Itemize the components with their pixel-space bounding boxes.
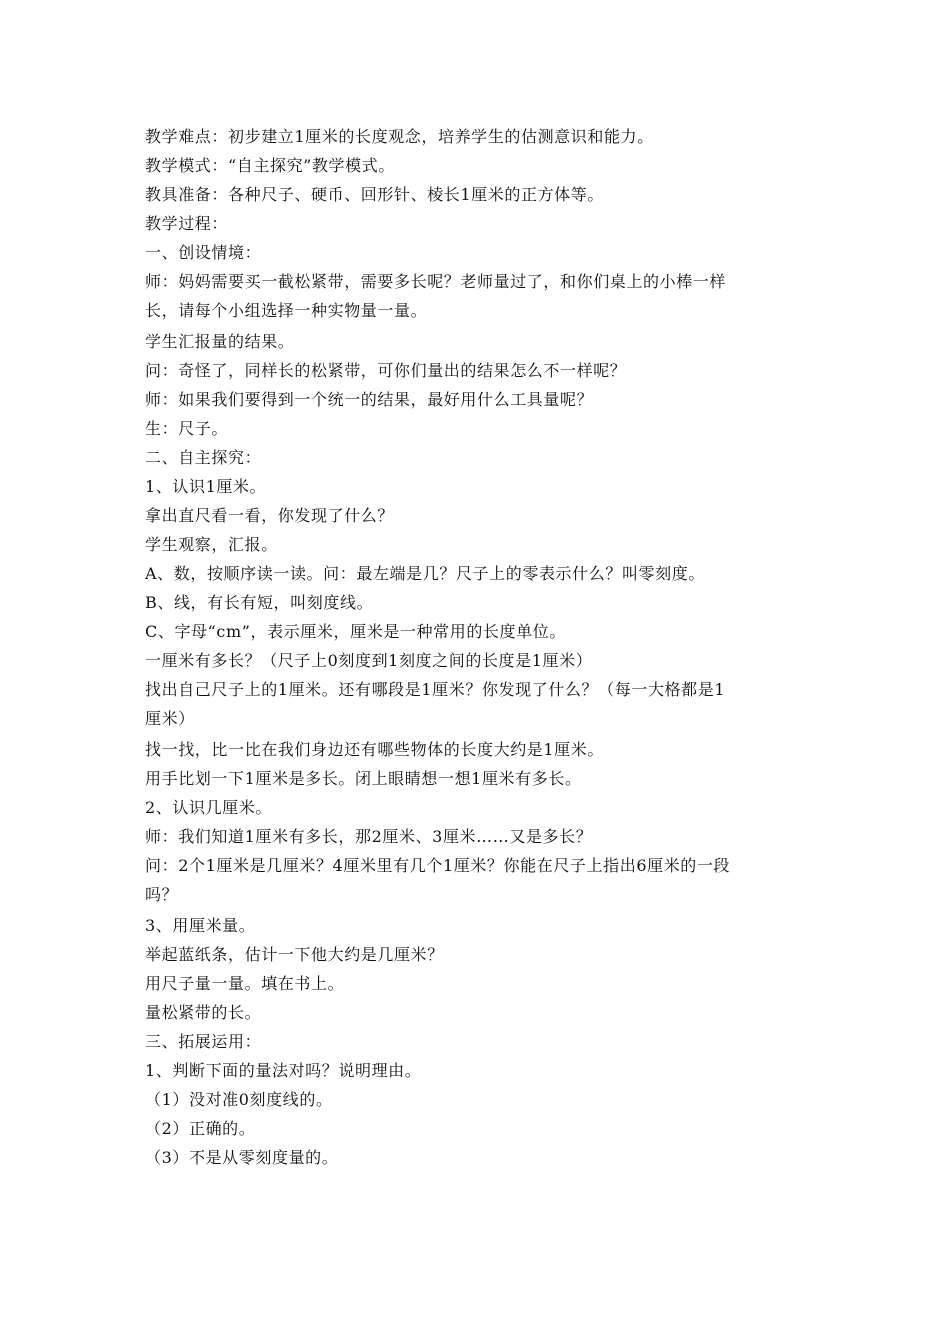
text-line: 找出自己尺子上的1厘米。还有哪段是1厘米？你发现了什么？（每一大格都是1 [145, 680, 726, 699]
text-line: 教学模式：“自主探究”教学模式。 [145, 156, 395, 175]
subsection-heading: 1、判断下面的量法对吗？说明理由。 [145, 1061, 422, 1080]
text-line: 问：2个1厘米是几厘米？4厘米里有几个1厘米？你能在尺子上指出6厘米的一段 [145, 856, 731, 875]
text-line: 师：我们知道1厘米有多长，那2厘米、3厘米……又是多长？ [145, 827, 593, 846]
paragraph [145, 267, 815, 325]
list-item: （1）没对准0刻度线的。 [145, 1090, 333, 1109]
text-line: 拿出直尺看一看，你发现了什么？ [145, 506, 395, 525]
list-item: （3）不是从零刻度量的。 [145, 1148, 339, 1167]
section-heading: 教学过程： [145, 214, 229, 233]
section-heading: 一、创设情境： [145, 243, 262, 262]
text-line: 教具准备：各种尺子、硬币、回形针、棱长1厘米的正方体等。 [145, 185, 604, 204]
text-line: 用手比划一下1厘米是多长。闭上眼睛想一想1厘米有多长。 [145, 769, 582, 788]
paragraph [145, 675, 815, 733]
subsection-heading: 2、认识几厘米。 [145, 798, 272, 817]
subsection-heading: 1、认识1厘米。 [145, 477, 267, 496]
text-line: 找一找，比一比在我们身边还有哪些物体的长度大约是1厘米。 [145, 740, 604, 759]
section-heading: 二、自主探究： [145, 448, 262, 467]
text-line: 厘米） [145, 709, 195, 728]
list-item: （2）正确的。 [145, 1119, 256, 1138]
text-line: 学生观察，汇报。 [145, 535, 278, 554]
text-line: 师：如果我们要得到一个统一的结果，最好用什么工具量呢？ [145, 390, 594, 409]
text-line: 量松紧带的长。 [145, 1003, 262, 1022]
text-line: 问：奇怪了，同样长的松紧带，可你们量出的结果怎么不一样呢？ [145, 361, 627, 380]
text-line: 举起蓝纸条，估计一下他大约是几厘米？ [145, 945, 444, 964]
text-line: C、字母“cm”，表示厘米，厘米是一种常用的长度单位。 [145, 622, 566, 641]
text-line: B、线，有长有短，叫刻度线。 [145, 593, 374, 612]
text-line: 教学难点：初步建立1厘米的长度观念，培养学生的估测意识和能力。 [145, 127, 654, 146]
text-line: 生：尺子。 [145, 419, 229, 438]
text-line: 一厘米有多长？（尺子上0刻度到1刻度之间的长度是1厘米） [145, 651, 593, 670]
document-body [145, 122, 815, 1172]
paragraph [145, 851, 815, 909]
text-line: 师：妈妈需要买一截松紧带，需要多长呢？老师量过了，和你们桌上的小棒一样 [145, 272, 727, 291]
text-line: 学生汇报量的结果。 [145, 332, 295, 351]
subsection-heading: 3、用厘米量。 [145, 916, 256, 935]
text-line: 用尺子量一量。填在书上。 [145, 974, 345, 993]
section-heading: 三、拓展运用： [145, 1032, 262, 1051]
text-line: 吗？ [145, 885, 179, 904]
text-line: 长，请每个小组选择一种实物量一量。 [145, 301, 428, 320]
text-line: A、数，按顺序读一读。问：最左端是几？尺子上的零表示什么？叫零刻度。 [145, 564, 705, 583]
